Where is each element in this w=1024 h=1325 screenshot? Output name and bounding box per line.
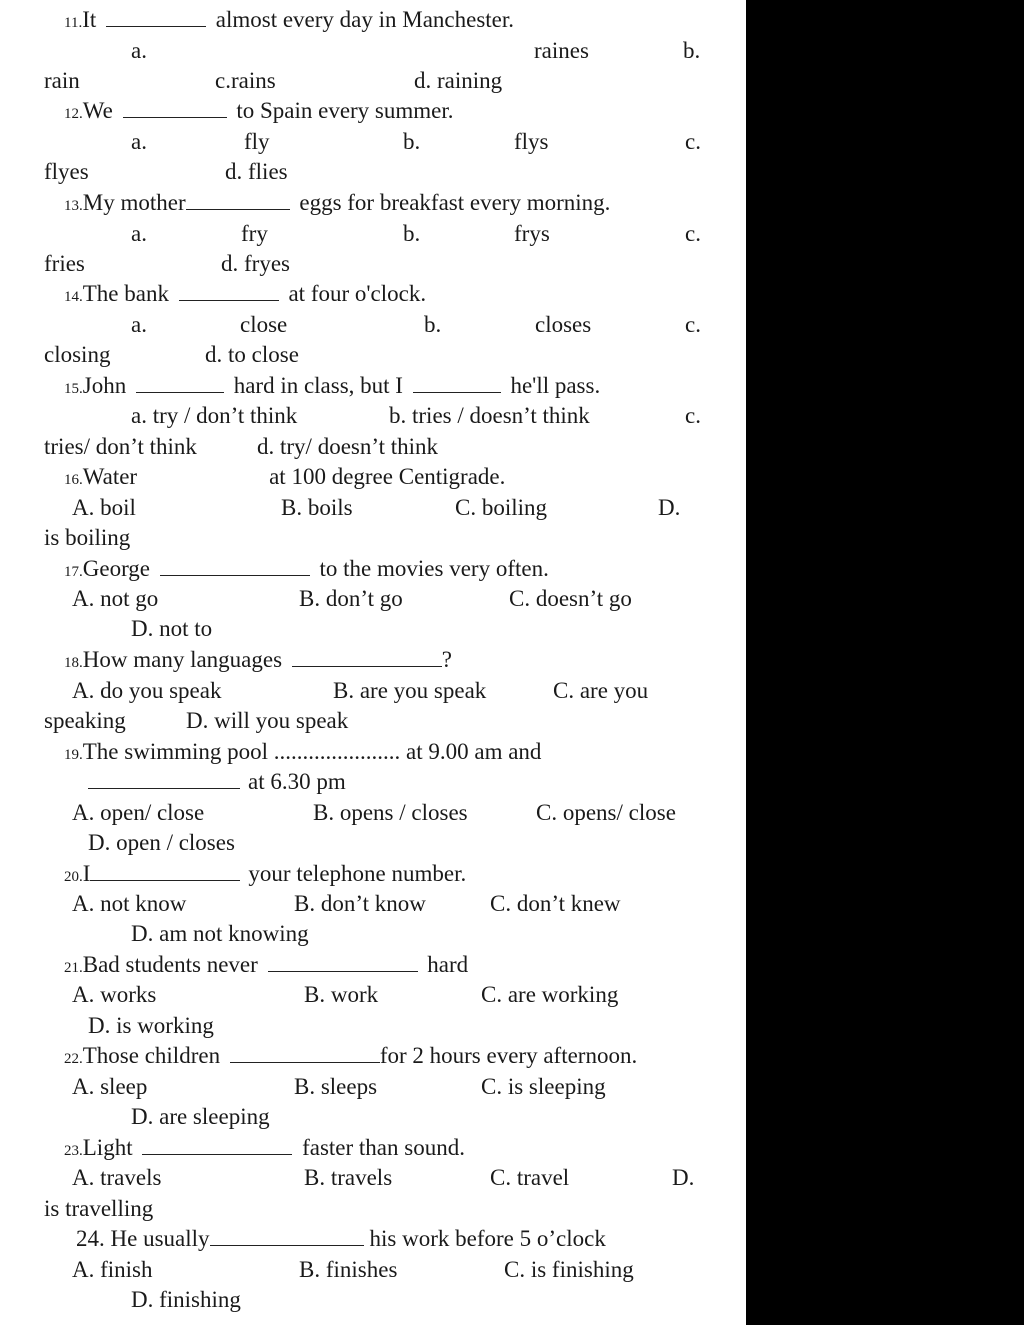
option-c[interactable]: C. don’t knew [490, 891, 621, 916]
question-22-stem: 22.Those children for 2 hours every afternoon. [64, 1043, 638, 1068]
answer-blank[interactable] [142, 1134, 292, 1155]
option-b-label[interactable]: b. [403, 129, 421, 154]
option-a[interactable]: A. do you speak [72, 678, 222, 703]
option-d[interactable]: d. raining [414, 68, 503, 93]
option-d[interactable]: D. open / closes [88, 830, 235, 855]
option-b-text[interactable]: closes [535, 312, 592, 337]
option-c[interactable]: C. travel [490, 1165, 570, 1190]
option-c[interactable]: c.rains [215, 68, 276, 93]
question-11-stem: 11.It almost every day in Manchester. [64, 7, 515, 32]
question-24-stem: 24. He usually his work before 5 o’clock [76, 1226, 606, 1251]
option-c[interactable]: C. doesn’t go [509, 586, 632, 611]
option-d[interactable]: D. will you speak [186, 708, 349, 733]
option-c[interactable]: C. boiling [455, 495, 548, 520]
option-d[interactable]: D. not to [131, 616, 213, 641]
option-a-label[interactable]: a. [131, 129, 147, 154]
option-a-text[interactable]: fly [244, 129, 270, 154]
question-19-stem-continued: at 6.30 pm [88, 768, 346, 796]
option-c-text[interactable]: tries/ don’t think [44, 434, 197, 459]
option-b-text[interactable]: rain [44, 68, 80, 93]
option-a-label[interactable]: a. [131, 312, 147, 337]
option-c[interactable]: C. is sleeping [481, 1074, 606, 1099]
option-d[interactable]: D. are sleeping [131, 1104, 270, 1129]
option-d[interactable]: D. is working [88, 1013, 214, 1038]
option-a-text[interactable]: close [240, 312, 288, 337]
option-b-label[interactable]: b. [403, 221, 421, 246]
option-b[interactable]: B. boils [281, 495, 353, 520]
option-c-label[interactable]: c. [685, 403, 701, 428]
option-b[interactable]: B. opens / closes [313, 800, 468, 825]
option-b-label[interactable]: b. [683, 38, 701, 63]
option-c-label[interactable]: c. [685, 221, 701, 246]
option-b[interactable]: B. sleeps [294, 1074, 378, 1099]
option-a[interactable]: A. finish [72, 1257, 153, 1282]
option-d-label[interactable]: D. [672, 1165, 695, 1190]
option-a[interactable]: a. try / don’t think [131, 403, 298, 428]
option-d[interactable]: d. flies [225, 159, 288, 184]
answer-dots[interactable]: ...................... [273, 739, 401, 764]
option-a[interactable]: A. works [72, 982, 157, 1007]
option-b-label[interactable]: b. [424, 312, 442, 337]
answer-blank[interactable] [268, 951, 418, 972]
option-d[interactable]: D. finishing [131, 1287, 241, 1312]
answer-blank[interactable] [292, 646, 442, 667]
option-d-text[interactable]: is boiling [44, 525, 131, 550]
option-b[interactable]: b. tries / doesn’t think [389, 403, 590, 428]
option-c-continued[interactable]: speaking [44, 708, 126, 733]
option-d[interactable]: d. try/ doesn’t think [257, 434, 439, 459]
answer-blank[interactable] [136, 372, 224, 393]
option-d[interactable]: D. am not knowing [131, 921, 309, 946]
question-23-stem: 23.Light faster than sound. [64, 1135, 465, 1160]
answer-blank[interactable] [160, 555, 310, 576]
answer-blank[interactable] [179, 280, 279, 301]
answer-blank[interactable] [230, 1042, 380, 1063]
option-d[interactable]: d. to close [205, 342, 299, 367]
option-c[interactable]: C. is finishing [504, 1257, 634, 1282]
option-a[interactable]: A. not go [72, 586, 159, 611]
question-18-stem: 18.How many languages ? [64, 647, 453, 672]
answer-blank[interactable] [123, 97, 227, 118]
answer-blank[interactable] [88, 768, 240, 789]
option-a[interactable]: A. travels [72, 1165, 162, 1190]
question-13-stem: 13.My mother eggs for breakfast every morning. [64, 190, 611, 215]
option-b[interactable]: B. finishes [299, 1257, 398, 1282]
question-20-stem: 20.I your telephone number. [64, 861, 467, 886]
option-a[interactable]: A. boil [72, 495, 136, 520]
option-c-text[interactable]: closing [44, 342, 111, 367]
answer-blank[interactable] [210, 1225, 364, 1246]
question-15-stem: 15.John hard in class, but I he'll pass. [64, 373, 601, 398]
option-c-label[interactable]: c. [685, 312, 701, 337]
option-c[interactable]: C. are working [481, 982, 619, 1007]
answer-blank[interactable] [413, 372, 501, 393]
question-17-stem: 17.George to the movies very often. [64, 556, 549, 581]
option-a-label[interactable]: a. [131, 221, 147, 246]
option-c-text[interactable]: flyes [44, 159, 89, 184]
question-19-stem: 19.The swimming pool ...................... at 9.00 am and [64, 739, 542, 764]
answer-blank[interactable] [186, 189, 290, 210]
option-d-label[interactable]: D. [658, 495, 681, 520]
option-b-text[interactable]: frys [514, 221, 550, 246]
answer-blank[interactable] [106, 6, 206, 27]
option-b[interactable]: B. travels [304, 1165, 393, 1190]
option-d[interactable]: d. fryes [221, 251, 290, 276]
question-21-stem: 21.Bad students never hard [64, 952, 469, 977]
option-a[interactable]: A. not know [72, 891, 187, 916]
option-b[interactable]: B. work [304, 982, 379, 1007]
answer-blank[interactable] [90, 860, 240, 881]
option-b[interactable]: B. are you speak [333, 678, 487, 703]
question-12-stem: 12.We to Spain every summer. [64, 98, 454, 123]
option-b[interactable]: B. don’t know [294, 891, 426, 916]
option-a-label[interactable]: a. [131, 38, 147, 63]
question-14-stem: 14.The bank at four o'clock. [64, 281, 427, 306]
question-16-stem: 16.Water at 100 degree Centigrade. [64, 464, 506, 489]
option-b-text[interactable]: flys [514, 129, 549, 154]
option-c[interactable]: C. opens/ close [536, 800, 676, 825]
option-a-text[interactable]: fry [241, 221, 268, 246]
option-c[interactable]: C. are you [553, 678, 649, 703]
option-a[interactable]: A. open/ close [72, 800, 205, 825]
option-a-text[interactable]: raines [534, 38, 589, 63]
option-c-label[interactable]: c. [685, 129, 701, 154]
option-b[interactable]: B. don’t go [299, 586, 403, 611]
option-c-text[interactable]: fries [44, 251, 85, 276]
option-a[interactable]: A. sleep [72, 1074, 148, 1099]
option-d-text[interactable]: is travelling [44, 1196, 154, 1221]
